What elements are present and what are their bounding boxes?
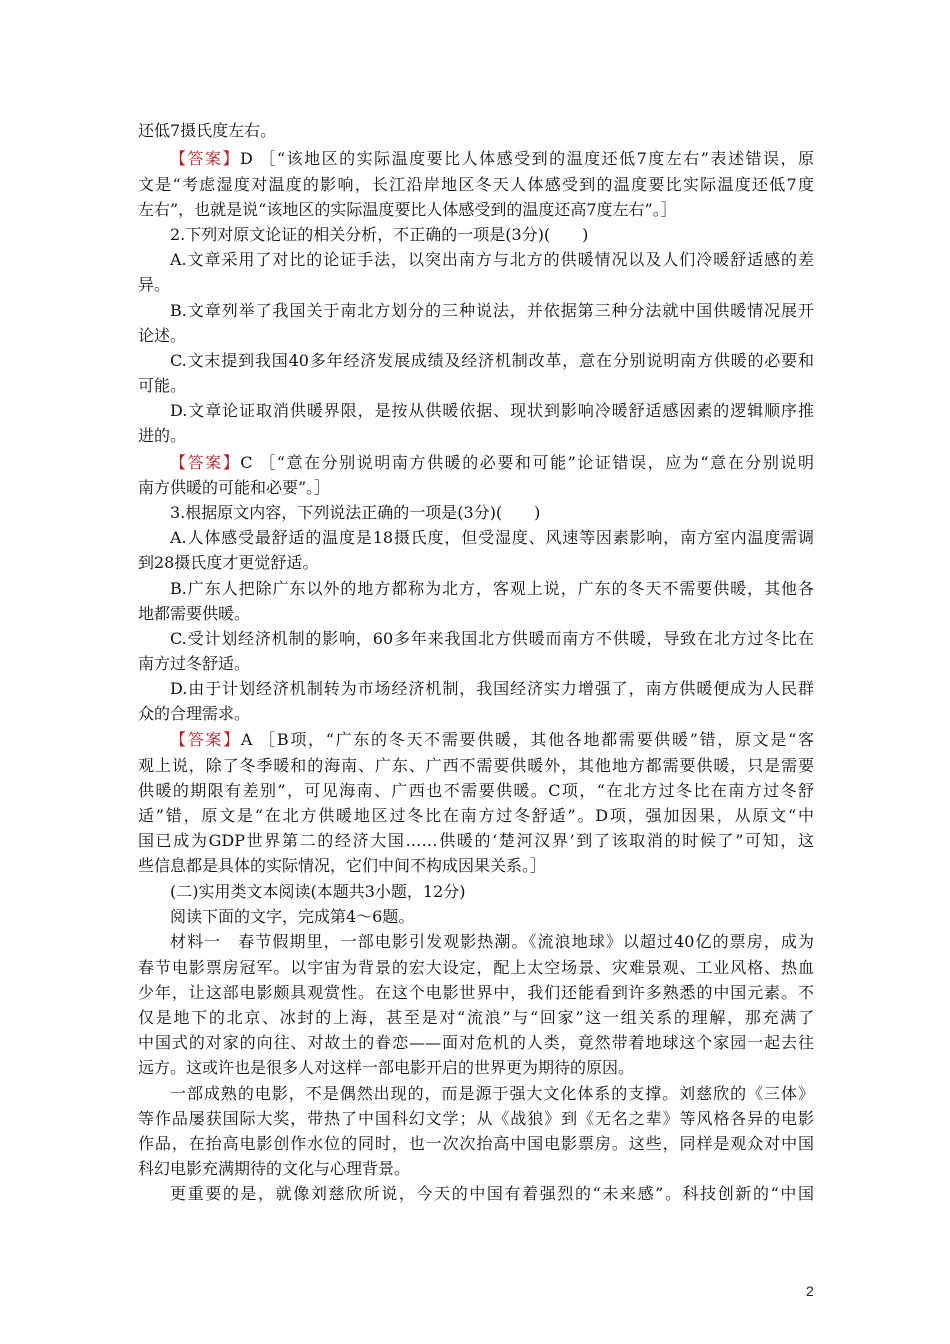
text-line: 南方过冬舒适。 — [138, 654, 251, 673]
option-c: C.文末提到我国40多年经济发展成绩及经济机制改革，意在分别说明南方供暖的必要和 — [170, 351, 814, 370]
text-line: 些信息都是具体的实际情况，它们中间不构成因果关系。］ — [138, 856, 547, 875]
paragraph-line: 等作品屡获国际大奖，带热了中国科幻文学；从《战狼》到《无名之辈》等风格各异的电影 — [138, 1109, 814, 1128]
text-line: 国已成为GDP世界第二的经济大国……供暖的‘楚河汉界’到了该取消的时候了”可知，这 — [138, 831, 814, 850]
section-heading: (二)实用类文本阅读(本题共3小题，12分) — [170, 882, 466, 901]
option-a: A.人体感受最舒适的温度是18摄氏度，但受湿度、风速等因素影响，南方室内温度需调 — [170, 528, 814, 547]
question-3: 3.根据原文内容，下列说法正确的一项是(3分)( ) — [170, 503, 541, 522]
option-b: B.广东人把除广东以外的地方都称为北方，客观上说，广东的冬天不需要供暖，其他各 — [170, 579, 814, 598]
answer-label: 【答案】 — [170, 453, 241, 472]
text-line: 还低7摄氏度左右。 — [138, 121, 277, 140]
paragraph-line: 材料一 春节假期里，一部电影引发观影热潮。《流浪地球》以超过40亿的票房，成为 — [170, 932, 814, 951]
instruction: 阅读下面的文字，完成第4～6题。 — [170, 907, 415, 926]
option-c: C.受计划经济机制的影响，60多年来我国北方供暖而南方不供暖，导致在北方过冬比在 — [170, 629, 814, 648]
text-line: 地都需要供暖。 — [138, 604, 251, 623]
answer-label: 【答案】 — [170, 730, 241, 749]
page-number: 2 — [806, 1283, 814, 1299]
option-a: A.文章采用了对比的论证手法，以突出南方与北方的供暖情况以及人们冷暖舒适感的差 — [170, 250, 814, 269]
text-line: 异。 — [138, 275, 171, 294]
answer-line: 【答案】A ［B项，“广东的冬天不需要供暖，其他各地都需要供暖”错，原文是“客 — [170, 730, 814, 749]
text-line: 众的合理需求。 — [138, 704, 251, 723]
text-line: 适”错，原文是“在北方供暖地区过冬比在南方过冬舒适”。D项，强加因果，从原文“中 — [138, 806, 814, 825]
paragraph-line: 远方。这或许也是很多人对这样一部电影开启的世界更为期待的原因。 — [138, 1058, 635, 1077]
text-line: 文是“考虑湿度对温度的影响，长江沿岸地区冬天人体感受到的温度要比实际温度还低7度 — [138, 175, 814, 194]
question-2: 2.下列对原文论证的相关分析，不正确的一项是(3分)( ) — [170, 225, 589, 244]
text-line: 南方供暖的可能和必要”。］ — [138, 478, 331, 497]
option-d: D.由于计划经济机制转为市场经济机制，我国经济实力增强了，南方供暖便成为人民群 — [170, 679, 814, 698]
answer-line: 【答案】D ［“该地区的实际温度要比人体感受到的温度还低7度左右”表述错误，原 — [170, 149, 814, 168]
text-line: 到28摄氏度才更觉舒适。 — [138, 553, 319, 572]
text-line: 可能。 — [138, 376, 187, 395]
paragraph-line: 科幻电影充满期待的文化与心理背景。 — [138, 1159, 411, 1178]
text-line: 进的。 — [138, 426, 187, 445]
answer-line: 【答案】C ［“意在分别说明南方供暖的必要和可能”论证错误，应为“意在分别说明 — [170, 453, 814, 472]
paragraph-line: 更重要的是，就像刘慈欣所说，今天的中国有着强烈的“未来感”。科技创新的“中国 — [170, 1184, 814, 1203]
text-line: 论述。 — [138, 326, 187, 345]
paragraph-line: 一部成熟的电影，不是偶然出现的，而是源于强大文化体系的支撑。刘慈欣的《三体》 — [170, 1084, 814, 1103]
text-line: 观上说，除了冬季暖和的海南、广东、广西不需要供暖外，其他地方都需要供暖，只是需要 — [138, 756, 814, 775]
text-line: 供暖的期限有差别”，可见海南、广西也不需要供暖。C项，“在北方过冬比在南方过冬舒 — [138, 781, 814, 800]
paragraph-line: 春节电影票房冠军。以宇宙为背景的宏大设定，配上太空场景、灾难景观、工业风格、热血 — [138, 958, 814, 977]
text-line: 左右”，也就是说“该地区的实际温度要比人体感受到的温度还高7度左右”。］ — [138, 200, 677, 219]
answer-label: 【答案】 — [170, 149, 241, 168]
paragraph-line: 少年，让这部电影颇具观赏性。在这个电影世界中，我们还能看到许多熟悉的中国元素。不 — [138, 983, 814, 1002]
paragraph-line: 作品，在抬高电影创作水位的同时，也一次次抬高中国电影票房。这些，同样是观众对中国 — [138, 1134, 814, 1153]
paragraph-line: 中国式的对家的向往、对故土的眷恋——面对危机的人类，竟然带着地球这个家园一起去往 — [138, 1033, 814, 1052]
paragraph-line: 仅是地下的北京、冰封的上海，甚至是对“流浪”与“回家”这一组关系的理解，那充满了 — [138, 1008, 814, 1027]
option-b: B.文章列举了我国关于南北方划分的三种说法，并依据第三种分法就中国供暖情况展开 — [170, 301, 814, 320]
option-d: D.文章论证取消供暖界限，是按从供暖依据、现状到影响冷暖舒适感因素的逻辑顺序推 — [170, 401, 814, 420]
